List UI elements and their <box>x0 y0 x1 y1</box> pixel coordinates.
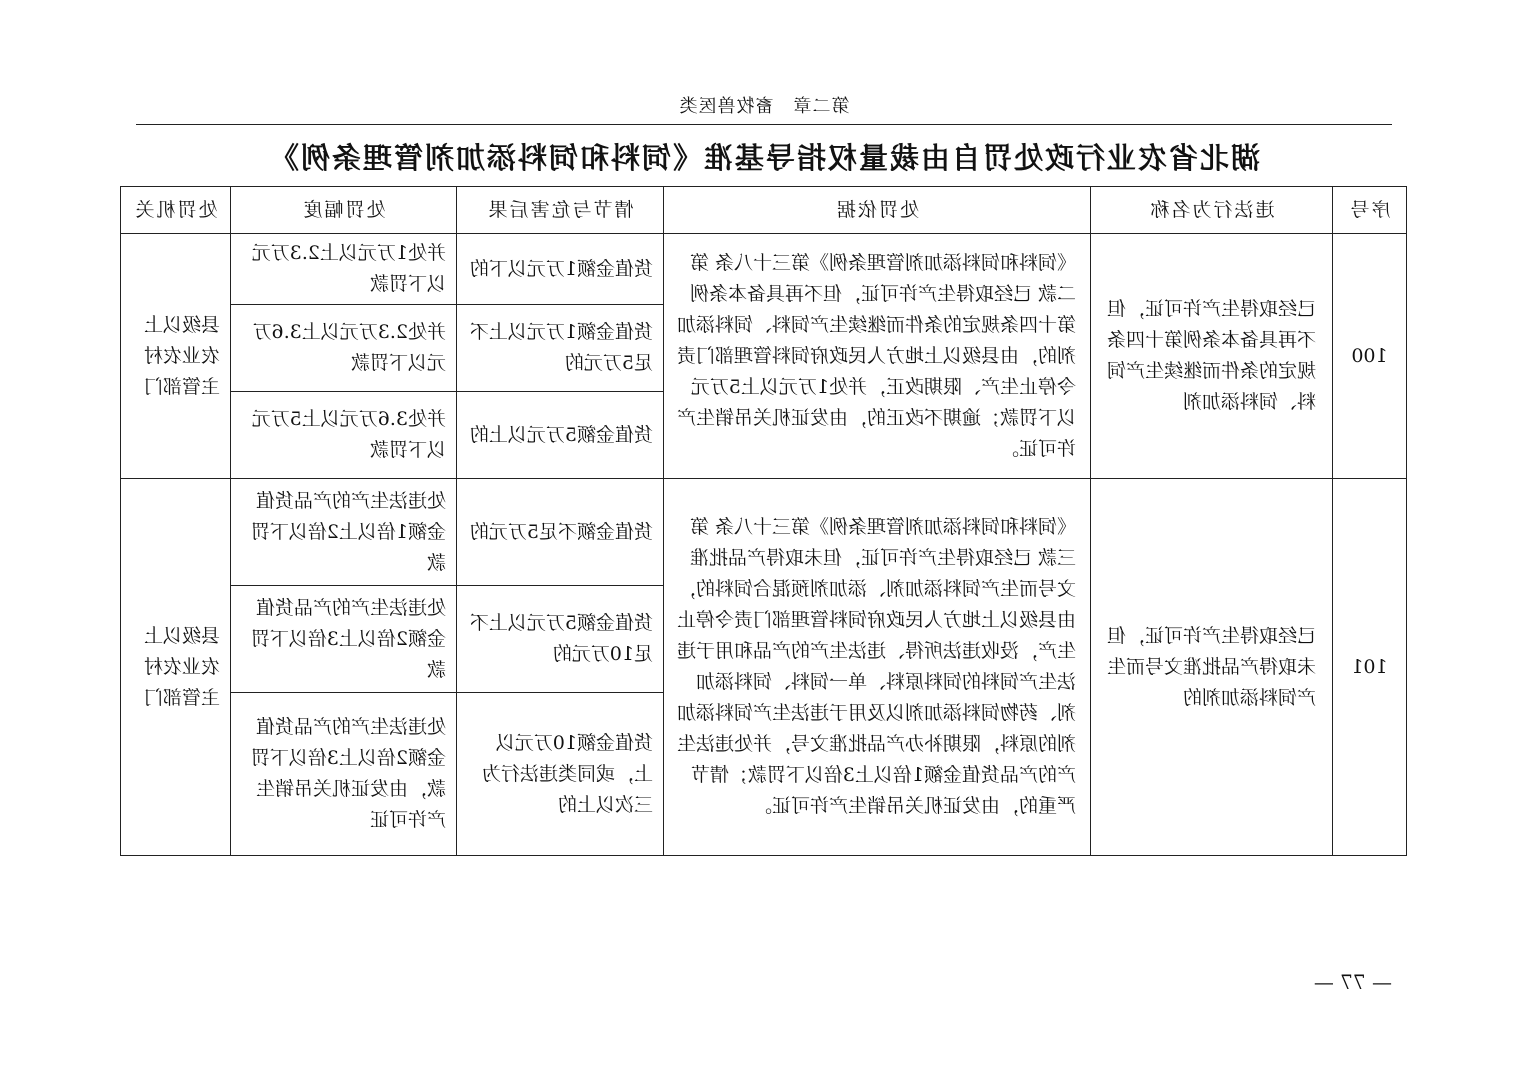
header-num: 序号 <box>1333 187 1407 234</box>
row-number: 100 <box>1333 234 1407 479</box>
situation-cell: 货值金额不足5万元的 <box>457 479 664 586</box>
table-header-row <box>121 187 1407 234</box>
situation-cell: 货值金额5万元以上的 <box>457 392 664 479</box>
authority-cell: 县级以上农业农村主管部门 <box>121 479 231 856</box>
table-row <box>121 479 1407 586</box>
chapter-header: 第二章 畜牧兽医类 <box>678 96 850 117</box>
header-penalty: 处罚幅度 <box>231 187 457 234</box>
penalty-table <box>120 186 1407 856</box>
situation-cell: 货值金额1万元以上不足5万元的 <box>457 305 664 392</box>
penalty-range-cell: 处违法生产的产品货值金额2倍以上3倍以下罚款 <box>231 586 457 693</box>
penalty-range-cell: 并处1万元以上2.3万元以下罚款 <box>231 234 457 305</box>
violation-name: 已经取得生产许可证，但未取得产品批准文号而生产饲料添加剂的 <box>1091 479 1333 856</box>
document-title: 湖北省农业行政处罚自由裁量权指导基准《饲料和饲料添加剂管理条例》 <box>268 141 1261 175</box>
authority-cell: 县级以上农业农村主管部门 <box>121 234 231 479</box>
situation-cell: 货值金额1万元以下的 <box>457 234 664 305</box>
penalty-basis: 《饲料和饲料添加剂管理条例》第三十八条 第二款 已经取得生产许可证，但不再具备本条例第十四条规定的条件而继续生产饲料、饲料添加剂的，由县级以上地方人民政府饲料管理部门责令停止生产、限期改正，并处1万元以上5万元以下罚款；逾期不改正的，由发证机关吊销生产许可证。 <box>664 234 1091 479</box>
situation-cell: 货值金额10万元以上，或同类违法行为三次以上的 <box>457 693 664 856</box>
header-situation: 情节与危害后果 <box>457 187 664 234</box>
penalty-range-cell: 并处3.6万元以上5万元以下罚款 <box>231 392 457 479</box>
penalty-range-cell: 处违法生产的产品货值金额2倍以上3倍以下罚款，由发证机关吊销生产许可证 <box>231 693 457 856</box>
penalty-range-cell: 并处2.3万元以上3.6万元以下罚款 <box>231 305 457 392</box>
header-name: 违法行为名称 <box>1091 187 1333 234</box>
header-authority: 处罚机关 <box>121 187 231 234</box>
page-number: — 77 — <box>1313 970 1392 994</box>
header-rule <box>136 124 1392 125</box>
penalty-basis: 《饲料和饲料添加剂管理条例》第三十八条 第三款 已经取得生产许可证，但未取得产品批准文号而生产饲料添加剂、添加剂预混合饲料的，由县级以上地方人民政府饲料管理部门责令停止生产，没收违法所得、违法生产的产品和用于违法生产饲料的饲料原料、单一饲料、饲料添加剂、药物饲料添加剂以及用于违法生产饲料添加剂的原料，限期补办产品批准文号，并处违法生产的产品货值金额1倍以上3倍以下罚款；情节严重的，由发证机关吊销生产许可证。 <box>664 479 1091 856</box>
row-number: 101 <box>1333 479 1407 856</box>
table-row <box>121 234 1407 305</box>
violation-name: 已经取得生产许可证，但不再具备本条例第十四条规定的条件而继续生产饲料、饲料添加剂 <box>1091 234 1333 479</box>
header-basis: 处罚依据 <box>664 187 1091 234</box>
situation-cell: 货值金额5万元以上不足10万元的 <box>457 586 664 693</box>
penalty-range-cell: 处违法生产的产品货值金额1倍以上2倍以下罚款 <box>231 479 457 586</box>
